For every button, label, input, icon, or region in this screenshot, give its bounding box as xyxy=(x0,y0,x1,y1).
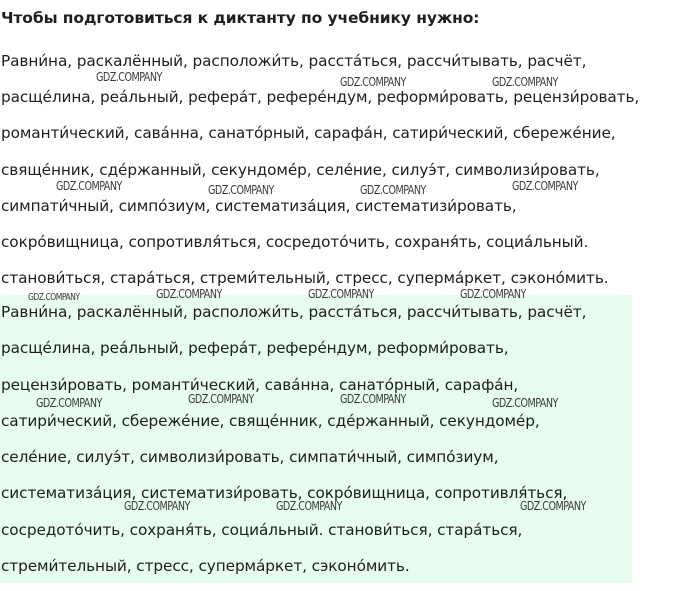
task-line: романти́ческий, сава́нна, санато́рный, сарафа́н, сатири́ческий, сбереже́ние, xyxy=(1,124,616,143)
watermark: GDZ.COMPANY xyxy=(156,286,222,301)
watermark: GDZ.COMPANY xyxy=(36,395,102,410)
watermark: GDZ.COMPANY xyxy=(492,74,558,89)
task-line: симпати́чный, симпо́зиум, систематиза́ция, систематизи́ровать, xyxy=(1,196,517,215)
page-heading: Чтобы подготовиться к диктанту по учебнику нужно: xyxy=(1,9,480,27)
task-line: Равни́на, раскалённый, расположи́ть, расста́ться, рассчи́тывать, расчёт, xyxy=(1,52,587,70)
watermark: GDZ.COMPANY xyxy=(188,391,254,406)
task-line: сокро́вищница, сопротивля́ться, сосредото́чить, сохраня́ть, социа́льный. xyxy=(1,232,589,251)
answer-line: сатири́ческий, сбереже́ние, свяще́нник, сде́ржанный, секундоме́р, xyxy=(1,411,540,430)
watermark: GDZ.COMPANY xyxy=(208,182,274,197)
watermark: GDZ.COMPANY xyxy=(512,178,578,193)
watermark: GDZ.COMPANY xyxy=(308,286,374,301)
watermark: GDZ.COMPANY xyxy=(276,498,342,513)
answer-line: селе́ние, силуэ́т, символизи́ровать, симпати́чный, симпо́зиум, xyxy=(1,448,499,467)
watermark: GDZ.COMPANY xyxy=(56,178,122,193)
watermark: GDZ.COMPANY xyxy=(460,286,526,301)
watermark: GDZ.COMPANY xyxy=(96,69,162,84)
watermark: GDZ.COMPANY xyxy=(492,395,558,410)
task-line: станови́ться, стара́ться, стреми́тельный, стресс, суперма́ркет, сэконо́мить. xyxy=(1,269,609,288)
watermark: GDZ.COMPANY xyxy=(360,182,426,197)
watermark: GDZ.COMPANY xyxy=(340,74,406,89)
watermark: GDZ.COMPANY xyxy=(28,292,80,303)
task-line: расще́лина, реа́льный, рефера́т, рефере́ндум, реформи́ровать, рецензи́ровать, xyxy=(1,88,640,107)
answer-line: стреми́тельный, стресс, суперма́ркет, сэконо́мить. xyxy=(1,557,410,576)
answer-line: рецензи́ровать, романти́ческий, сава́нна, санато́рный, сарафа́н, xyxy=(1,375,519,394)
watermark: GDZ.COMPANY xyxy=(520,498,586,513)
answer-line: сосредото́чить, сохраня́ть, социа́льный. станови́ться, стара́ться, xyxy=(1,520,523,539)
answer-word-list xyxy=(1,301,641,591)
answer-line: систематиза́ция, систематизи́ровать, сокро́вищница, сопротивля́ться, xyxy=(1,484,568,503)
task-line: свяще́нник, сде́ржанный, секундоме́р, селе́ние, силуэ́т, символизи́ровать, xyxy=(1,160,600,179)
answer-line: расще́лина, реа́льный, рефера́т, рефере́ндум, реформи́ровать, xyxy=(1,339,509,358)
watermark: GDZ.COMPANY xyxy=(124,498,190,513)
watermark: GDZ.COMPANY xyxy=(340,391,406,406)
answer-line: Равни́на, раскалённый, расположи́ть, расста́ться, рассчи́тывать, расчёт, xyxy=(1,303,587,321)
